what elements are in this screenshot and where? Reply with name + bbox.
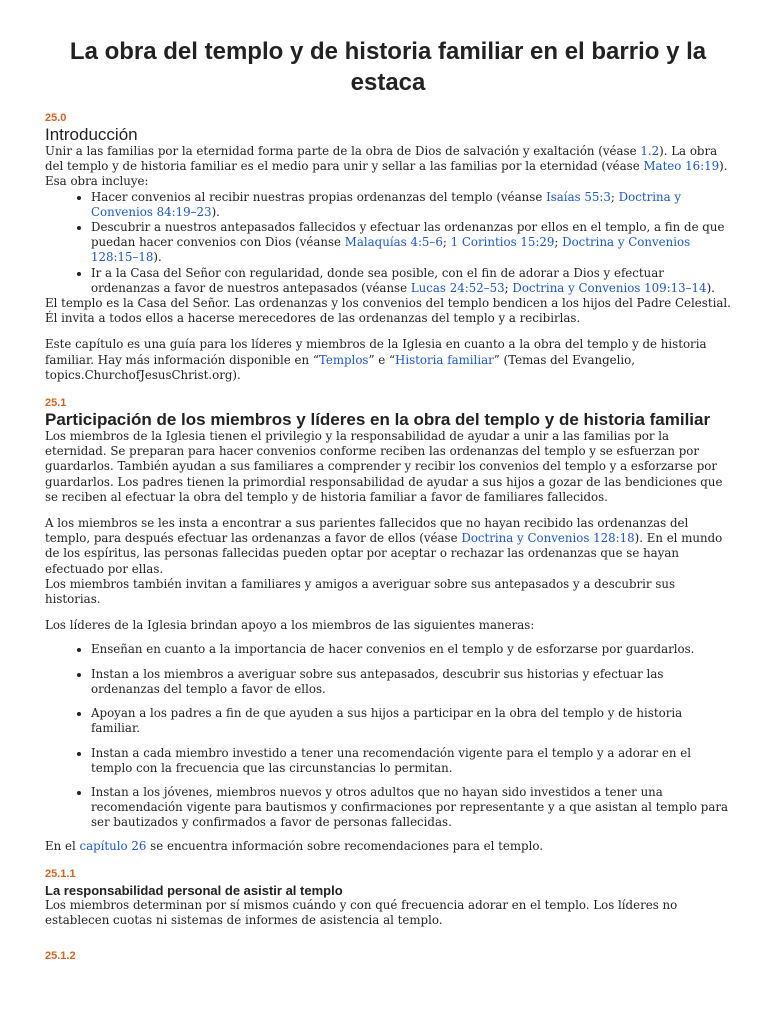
link-historia-familiar[interactable]: Historia familiar — [395, 352, 494, 367]
scripture-link[interactable]: 1 Corintios 15:29 — [450, 235, 555, 250]
paragraph: Los miembros determinan por sí mismos cuándo y con qué frecuencia adorar en el templo. Los líderes no establecen cuotas ni sistemas de informes de asistencia al templo. — [45, 897, 678, 927]
list-item: • Hacer convenios al recibir nuestras propias ordenanzas del templo (véanse Isaías 55:3; Doctrina y Convenios 84:19–23). — [91, 190, 731, 220]
list-item: • Instan a los jóvenes, miembros nuevos y otros adultos que no hayan sido investidos a tener una recomendación vigente para bautismos y confirmaciones por representante y a que asistan al templo para ser bautizados y confirmados a favor de personas fallecidas. — [91, 785, 731, 831]
scripture-link[interactable]: Doctrina y Convenios 128:18 — [461, 531, 635, 546]
link-mateo[interactable]: Mateo 16:19 — [643, 159, 720, 174]
list-item: • Enseñan en cuanto a la importancia de hacer convenios en el templo y de esforzarse por guardarlos. — [91, 642, 731, 657]
section-number: 25.1 — [45, 397, 67, 410]
section-number: 25.1.2 — [45, 950, 76, 963]
link-templos[interactable]: Templos — [318, 352, 369, 367]
list-item: • Instan a cada miembro investido a tener una recomendación vigente para el templo y a adorar en el templo con la frecuencia que las circunstancias lo permitan. — [91, 746, 731, 776]
leaders-list — [45, 642, 731, 830]
scripture-link[interactable]: Doctrina y Convenios 128:15–18 — [91, 235, 691, 265]
section-number: 25.1.1 — [45, 867, 76, 880]
paragraph: Los miembros de la Iglesia tienen el privilegio y la responsabilidad de ayudar a unir a las familias por la eternidad. Se preparan para hacer convenios conforme reciben las ordenanzas del templo y se esfuerzan por guardarlos. También ayudan a sus familiares a comprender y recibir los convenios del templo y a esforzarse por guardarlos. Los padres tienen la primordial responsabilidad de ayudar a sus hijos a gozar de las bendiciones que se reciben al efectuar la obra del templo y de historia familiar a favor de familiares fallecidos. — [45, 429, 723, 504]
scripture-link[interactable]: Malaquías 4:5–6 — [344, 235, 443, 250]
paragraph: El templo es la Casa del Señor. Las ordenanzas y los convenios del templo bendicen a los hijos del Padre Celestial. Él invita a todos ellos a hacerse merecedores de las ordenanzas del templo y a recibirlas. — [45, 296, 731, 326]
paragraph: Los miembros también invitan a familiares y amigos a averiguar sobre sus antepasados y a descubrir sus historias. — [45, 576, 676, 607]
scripture-link[interactable]: Doctrina y Convenios 109:13–14 — [512, 280, 707, 295]
section-number: 25.0 — [45, 112, 67, 124]
paragraph: A los miembros se les insta a encontrar a sus parientes fallecidos que no hayan recibido las ordenanzas del templo, para después efectuar las ordenanzas a favor de ellos (véase Doctrina y Convenios 128:18). En el mundo de los espíritus, las personas fallecidas pueden optar por aceptar o rechazar las ordenanzas que se hayan efectuado por ellas. — [45, 516, 723, 576]
paragraph: Este capítulo es una guía para los líderes y miembros de la Iglesia en cuanto a la obra del templo y de historia familiar. Hay más información disponible en “Templos” e “Historia familiar” (Temas del Evangelio, topics.ChurchofJesusChrist.org). — [45, 337, 707, 382]
section-heading-participacion: Participación de los miembros y líderes en la obra del templo y de historia familiar — [45, 410, 711, 430]
section-heading-introduccion: Introducción — [45, 125, 138, 144]
intro-list — [45, 190, 731, 296]
subsection-heading: La responsabilidad personal de asistir al templo — [45, 882, 343, 898]
scripture-link[interactable]: Isaías 55:3 — [546, 189, 611, 204]
scripture-link[interactable]: Lucas 24:52–53 — [410, 280, 505, 295]
intro-paragraph: Unir a las familias por la eternidad forma parte de la obra de Dios de salvación y exaltación (véase 1.2). La obra del templo y de historia familiar es el medio para unir y sellar a las familias por la eternidad (véase Mateo 16:19). Esa obra incluye: — [45, 144, 728, 189]
paragraph: En el capítulo 26 se encuentra información sobre recomendaciones para el templo. — [45, 838, 544, 853]
list-item: • Descubrir a nuestros antepasados fallecidos y efectuar las ordenanzas por ellos en el templo, a fin de que puedan hacer convenios con Dios (véanse Malaquías 4:5–6; 1 Corintios 15:29; Doctrina y Convenios 128:15–18). — [91, 220, 731, 266]
page-title: La obra del templo y de historia familiar en el barrio y la estaca — [69, 38, 707, 96]
document-page — [45, 0, 731, 963]
link-capitulo-26[interactable]: capítulo 26 — [79, 838, 147, 853]
list-item: • Instan a los miembros a averiguar sobre sus antepasados, descubrir sus historias y efectuar las ordenanzas del templo a favor de ellos. — [91, 667, 731, 697]
paragraph: Los líderes de la Iglesia brindan apoyo a los miembros de las siguientes maneras: — [45, 618, 535, 633]
list-item: • Apoyan a los padres a fin de que ayuden a sus hijos a participar en la obra del templo y de historia familiar. — [91, 706, 731, 736]
link-1-2[interactable]: 1.2 — [640, 144, 660, 158]
scripture-link[interactable]: Doctrina y Convenios 84:19–23 — [91, 189, 682, 219]
list-item: • Ir a la Casa del Señor con regularidad, donde sea posible, con el fin de adorar a Dios y efectuar ordenanzas a favor de nuestros antepasados (véanse Lucas 24:52–53; Doctrina y Convenios 109:13–14). — [91, 266, 731, 296]
